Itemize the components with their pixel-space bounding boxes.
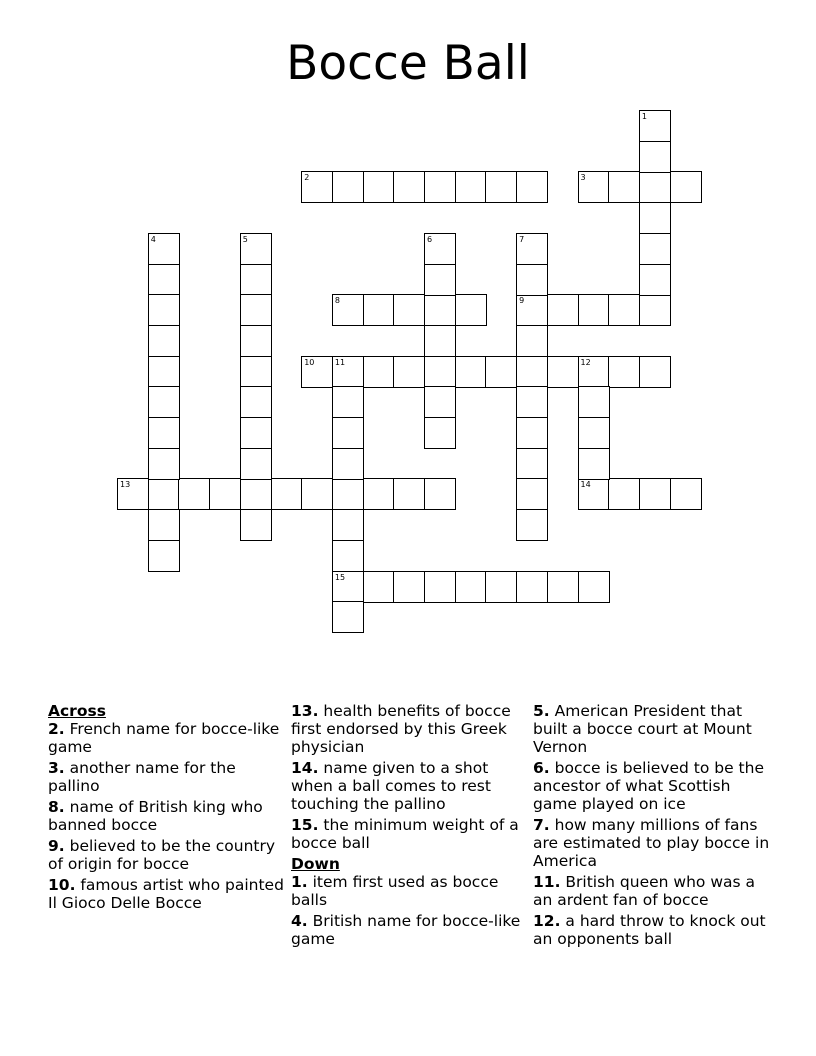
grid-cell[interactable] (363, 571, 395, 603)
clue-across-9[interactable]: 9. believed to be the country of origin for bocce (48, 837, 276, 873)
grid-cell[interactable] (424, 478, 456, 510)
clue-number: 13 (120, 480, 131, 490)
grid-cell[interactable] (424, 571, 456, 603)
grid-cell[interactable] (516, 325, 548, 357)
grid-cell[interactable] (332, 571, 364, 603)
grid-cell[interactable] (240, 448, 272, 480)
clue-number: 5 (242, 234, 248, 244)
grid-cell[interactable] (424, 386, 456, 418)
clues-column-3 (533, 702, 773, 951)
grid-cell[interactable] (240, 233, 272, 265)
clue-number: 4 (150, 234, 156, 244)
grid-cell[interactable] (332, 386, 364, 418)
clue-down-12[interactable]: 12. a hard throw to knock out an opponents ball (533, 912, 766, 948)
grid-cell[interactable] (240, 509, 272, 541)
grid-cell[interactable] (516, 417, 548, 449)
grid-cell[interactable] (608, 294, 640, 326)
clue-number: 8 (334, 296, 340, 306)
clue-down-6[interactable]: 6. bocce is believed to be the ancestor of what Scottish game played on ice (533, 759, 764, 813)
grid-cell[interactable] (240, 386, 272, 418)
grid-cell[interactable] (578, 478, 610, 510)
grid-cell[interactable] (148, 386, 180, 418)
grid-cell[interactable] (117, 478, 149, 510)
grid-cell[interactable] (363, 478, 395, 510)
grid-cell[interactable] (578, 294, 610, 326)
grid-cell[interactable] (608, 356, 640, 388)
grid-cell[interactable] (424, 233, 456, 265)
grid-cell[interactable] (547, 571, 579, 603)
clue-down-11[interactable]: 11. British queen who was a an ardent fan of bocce (533, 873, 756, 909)
grid-cell[interactable] (240, 356, 272, 388)
grid-cell[interactable] (240, 417, 272, 449)
grid-cell[interactable] (516, 356, 548, 388)
grid-cell[interactable] (639, 171, 671, 203)
grid-cell[interactable] (332, 171, 364, 203)
grid-cell[interactable] (240, 294, 272, 326)
grid-cell[interactable] (547, 294, 579, 326)
grid-cell[interactable] (148, 233, 180, 265)
grid-cell[interactable] (301, 356, 333, 388)
clue-number: 3 (580, 173, 586, 183)
grid-cell[interactable] (301, 171, 333, 203)
grid-cell[interactable] (393, 571, 425, 603)
clue-number: 10 (304, 357, 315, 367)
grid-cell[interactable] (148, 540, 180, 572)
grid-cell[interactable] (608, 478, 640, 510)
grid-cell[interactable] (301, 478, 333, 510)
grid-cell[interactable] (332, 540, 364, 572)
grid-cell[interactable] (485, 356, 517, 388)
grid-cell[interactable] (393, 356, 425, 388)
grid-cell[interactable] (240, 478, 272, 510)
grid-cell[interactable] (393, 478, 425, 510)
clue-down-1[interactable]: 1. item first used as bocce balls (291, 873, 499, 909)
grid-cell[interactable] (639, 356, 671, 388)
grid-cell[interactable] (424, 294, 456, 326)
grid-cell[interactable] (639, 202, 671, 234)
grid-cell[interactable] (547, 356, 579, 388)
grid-cell[interactable] (516, 386, 548, 418)
clue-across-10[interactable]: 10. famous artist who painted Il Gioco Delle Bocce (48, 876, 284, 912)
grid-cell[interactable] (332, 601, 364, 633)
grid-cell[interactable] (424, 171, 456, 203)
grid-cell[interactable] (670, 478, 702, 510)
grid-cell[interactable] (455, 356, 487, 388)
clue-across-8[interactable]: 8. name of British king who banned bocce (48, 798, 263, 834)
clue-down-5[interactable]: 5. American President that built a bocce court at Mount Vernon (533, 702, 752, 756)
grid-cell[interactable] (148, 325, 180, 357)
grid-cell[interactable] (578, 386, 610, 418)
grid-cell[interactable] (148, 478, 180, 510)
grid-cell[interactable] (516, 509, 548, 541)
grid-cell[interactable] (148, 264, 180, 296)
grid-cell[interactable] (424, 325, 456, 357)
across-heading: Across (48, 702, 106, 720)
grid-cell[interactable] (363, 356, 395, 388)
clue-number: 1 (641, 112, 647, 121)
grid-cell[interactable] (424, 417, 456, 449)
grid-cell[interactable] (332, 417, 364, 449)
clue-number: 15 (334, 572, 346, 582)
grid-cell[interactable] (240, 264, 272, 296)
grid-cell[interactable] (332, 448, 364, 480)
grid-cell[interactable] (271, 478, 303, 510)
grid-cell[interactable] (455, 294, 487, 326)
grid-cell[interactable] (639, 294, 671, 326)
grid-cell[interactable] (670, 171, 702, 203)
grid-cell[interactable] (639, 110, 671, 142)
grid-cell[interactable] (608, 171, 640, 203)
grid-cell[interactable] (485, 571, 517, 603)
grid-cell[interactable] (424, 356, 456, 388)
grid-cell[interactable] (485, 171, 517, 203)
clue-number: 9 (519, 296, 525, 306)
grid-cell[interactable] (516, 264, 548, 296)
grid-cell[interactable] (363, 294, 395, 326)
clue-number: 11 (334, 357, 346, 367)
grid-cell[interactable] (578, 171, 610, 203)
grid-cell[interactable] (455, 571, 487, 603)
grid-cell[interactable] (363, 171, 395, 203)
grid-cell[interactable] (148, 509, 180, 541)
clue-number: 7 (519, 234, 525, 244)
grid-cell[interactable] (516, 478, 548, 510)
grid-cell[interactable] (639, 478, 671, 510)
grid-cell[interactable] (424, 264, 456, 296)
grid-cell[interactable] (332, 294, 364, 326)
clue-down-4[interactable]: 4. British name for bocce-like game (291, 912, 521, 948)
clue-down-7[interactable]: 7. how many millions of fans are estimated to play bocce in America (533, 816, 770, 870)
grid-cell[interactable] (240, 325, 272, 357)
grid-cell[interactable] (148, 448, 180, 480)
clue-number: 6 (427, 234, 433, 244)
grid-cell[interactable] (148, 294, 180, 326)
grid-cell[interactable] (578, 448, 610, 480)
clue-across-3[interactable]: 3. another name for the pallino (48, 759, 236, 795)
clue-across-13[interactable]: 13. health benefits of bocce first endorsed by this Greek physician (291, 702, 511, 756)
clues-column-1 (48, 702, 284, 915)
grid-cell[interactable] (516, 571, 548, 603)
grid-cell[interactable] (639, 233, 671, 265)
grid-cell[interactable] (148, 417, 180, 449)
grid-cell[interactable] (639, 264, 671, 296)
grid-cell[interactable] (516, 294, 548, 326)
grid-cell[interactable] (455, 171, 487, 203)
grid-cell[interactable] (639, 141, 671, 173)
clue-number: 2 (304, 173, 310, 183)
grid-cell[interactable] (332, 356, 364, 388)
clue-across-14[interactable]: 14. name given to a shot when a ball comes to rest touching the pallino (291, 759, 491, 813)
grid-cell[interactable] (516, 233, 548, 265)
puzzle-title: Bocce Ball (286, 36, 530, 91)
grid-cell[interactable] (516, 448, 548, 480)
grid-cell[interactable] (332, 509, 364, 541)
clues-column-2 (291, 702, 527, 951)
grid-cell[interactable] (578, 417, 610, 449)
clue-number: 12 (580, 357, 591, 367)
grid-cell[interactable] (209, 478, 241, 510)
grid-cell[interactable] (393, 171, 425, 203)
clue-number: 14 (580, 480, 591, 490)
grid-cell[interactable] (393, 294, 425, 326)
clue-across-15[interactable]: 15. the minimum weight of a bocce ball (291, 816, 519, 852)
grid-cell[interactable] (578, 356, 610, 388)
grid-cell[interactable] (332, 478, 364, 510)
grid-cell[interactable] (516, 171, 548, 203)
grid-cell[interactable] (178, 478, 210, 510)
grid-cell[interactable] (578, 571, 610, 603)
grid-cell[interactable] (148, 356, 180, 388)
clue-across-2[interactable]: 2. French name for bocce-like game (48, 720, 280, 756)
down-heading: Down (291, 855, 340, 873)
